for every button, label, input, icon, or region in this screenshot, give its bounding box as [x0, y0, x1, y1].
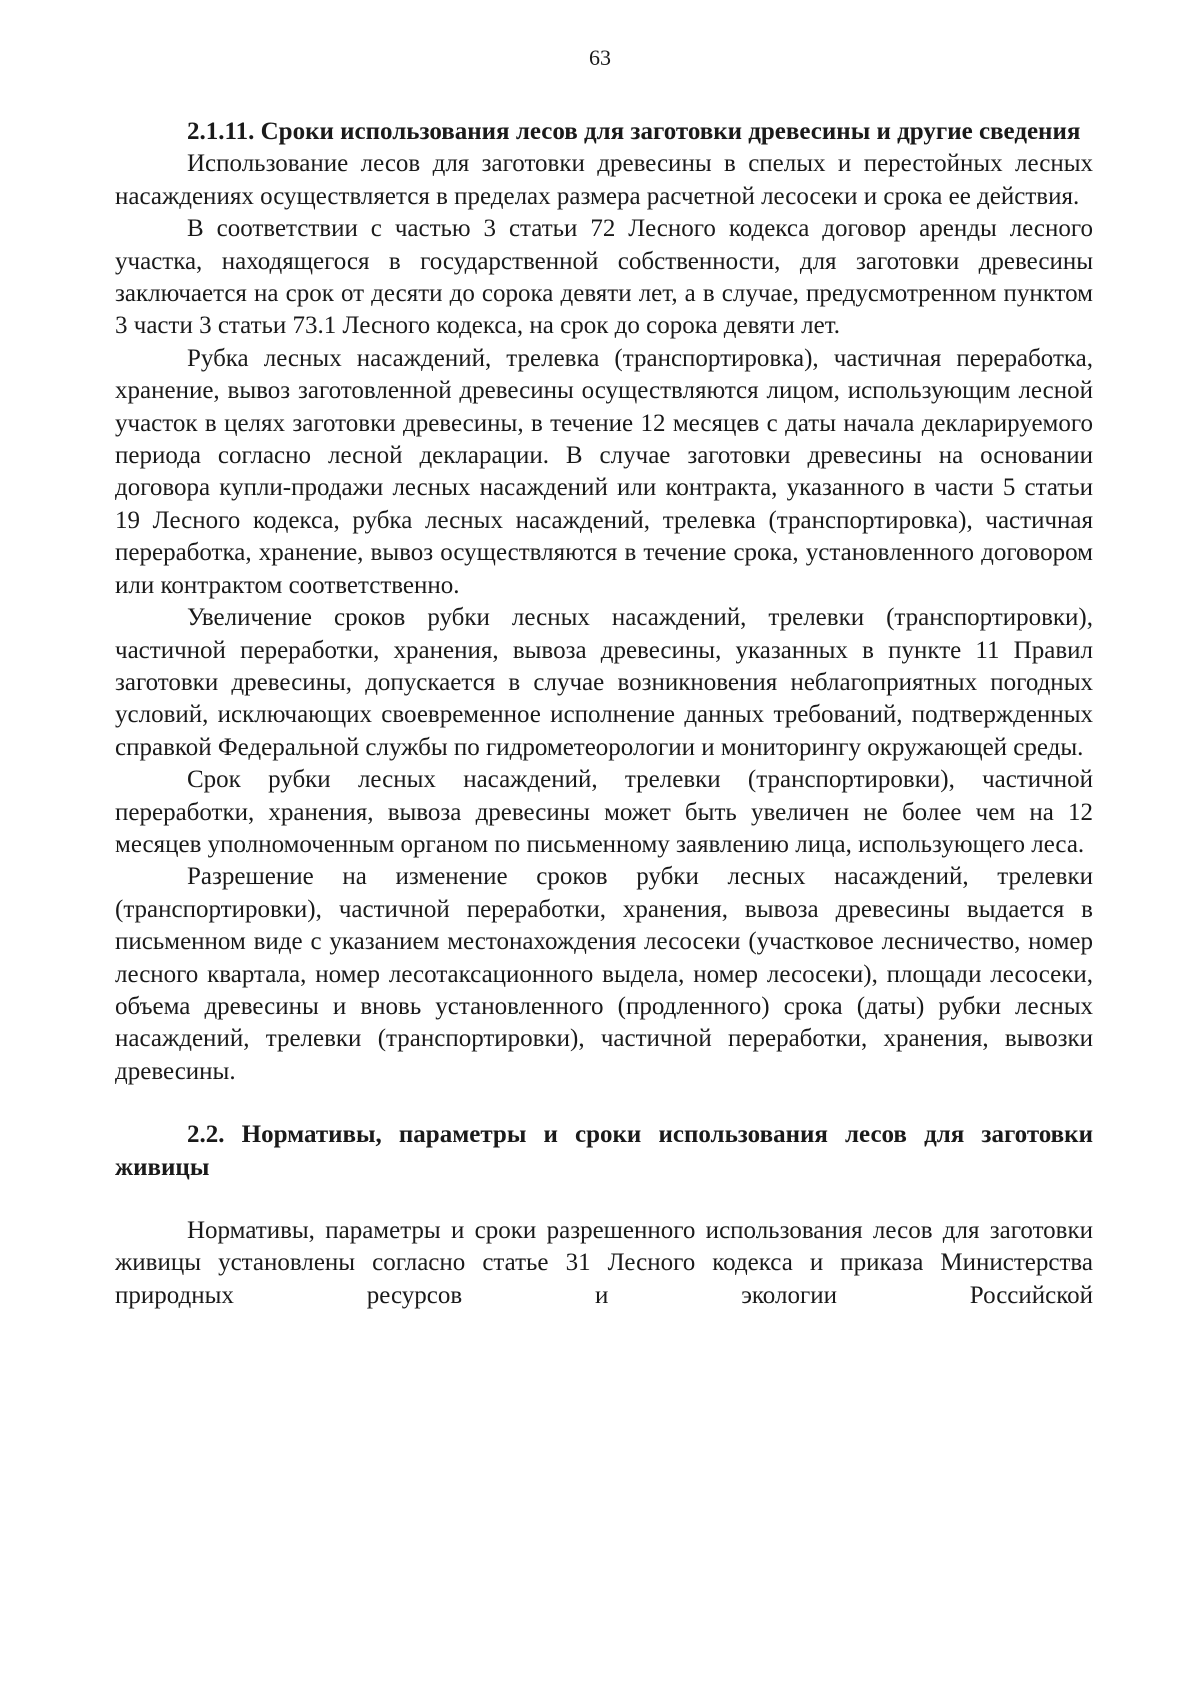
paragraph: Использование лесов для заготовки древесины в спелых и перестойных лесных насаждениях осуществляется в пределах размера расчетной лесосеки и срока ее действия. [115, 150, 1093, 210]
section-heading-2-2: 2.2. Нормативы, параметры и сроки использования лесов для заготовки живицы [115, 1121, 1093, 1181]
page-number: 63 [589, 45, 611, 70]
paragraph: Нормативы, параметры и сроки разрешенного использования лесов для заготовки живицы установлены согласно статье 31 Лесного кодекса и приказа Министерства природных ресурсов и экологии Российской [115, 1217, 1093, 1309]
paragraph: В соответствии с частью 3 статьи 72 Лесного кодекса договор аренды лесного участка, находящегося в государственной собственности, для заготовки древесины заключается на срок от десяти до сорока девяти лет, а в случае, предусмотренном пунктом 3 части 3 статьи 73.1 Лесного кодекса, на срок до сорока девяти лет. [115, 215, 1093, 340]
document-body [115, 116, 1093, 1312]
paragraph: Увеличение сроков рубки лесных насаждений, трелевки (транспортировки), частичной переработки, хранения, вывоза древесины, указанных в пункте 11 Правил заготовки древесины, допускается в случае возникновения неблагоприятных погодных условий, исключающих своевременное исполнение данных требований, подтвержденных справкой Федеральной службы по гидрометеорологии и мониторингу окружающей среды. [115, 604, 1093, 761]
section-heading-2-1-11: 2.1.11. Сроки использования лесов для заготовки древесины и другие сведения [187, 118, 1081, 145]
paragraph: Разрешение на изменение сроков рубки лесных насаждений, трелевки (транспортировки), частичной переработки, хранения, вывоза древесины выдается в письменном виде с указанием местонахождения лесосеки (участковое лесничество, номер лесного квартала, номер лесотаксационного выдела, номер лесосеки), площади лесосеки, объема древесины и вновь установленного (продленного) срока (даты) рубки лесных насаждений, трелевки (транспортировки), частичной переработки, хранения, вывозки древесины. [115, 863, 1093, 1085]
paragraph: Срок рубки лесных насаждений, трелевки (транспортировки), частичной переработки, хранения, вывоза древесины может быть увеличен не более чем на 12 месяцев уполномоченным органом по письменному заявлению лица, использующего леса. [115, 766, 1093, 858]
paragraph: Рубка лесных насаждений, трелевка (транспортировка), частичная переработка, хранение, вывоз заготовленной древесины осуществляются лицом, использующим лесной участок в целях заготовки древесины, в течение 12 месяцев с даты начала декларируемого периода согласно лесной декларации. В случае заготовки древесины на основании договора купли-продажи лесных насаждений или контракта, указанного в части 5 статьи 19 Лесного кодекса, рубка лесных насаждений, трелевка (транспортировка), частичная переработка, хранение, вывоз осуществляются в течение срока, установленного договором или контрактом соответственно. [115, 344, 1093, 599]
